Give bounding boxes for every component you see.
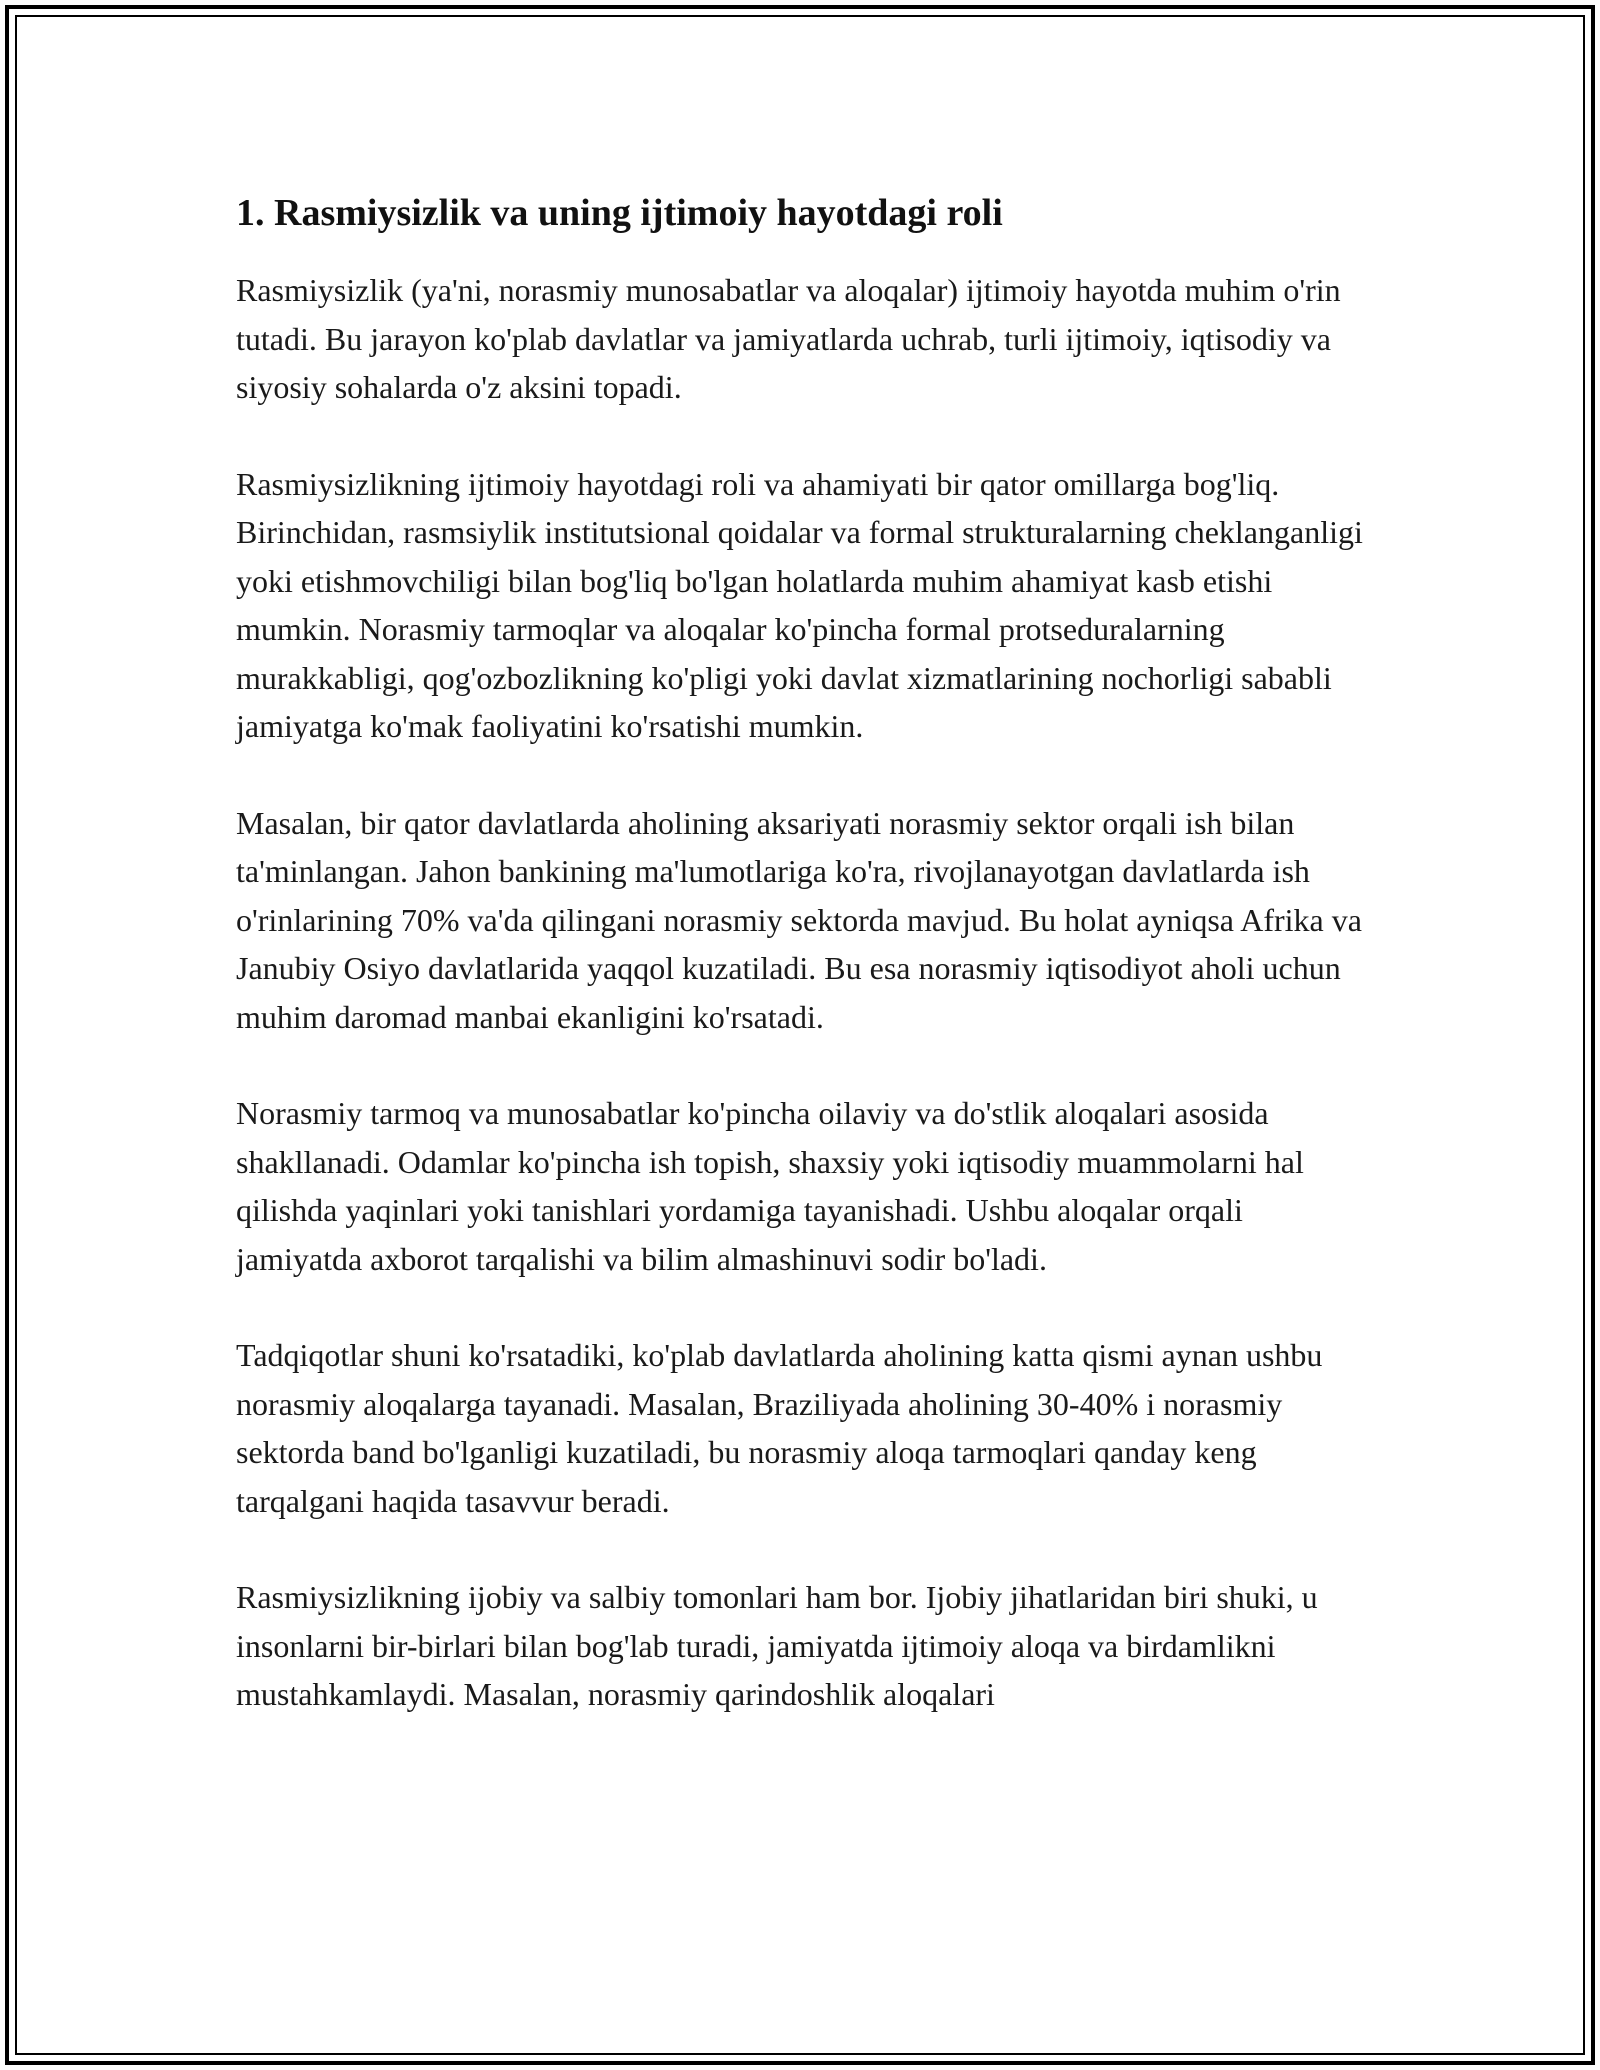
- paragraph-4: Norasmiy tarmoq va munosabatlar ko'pincha oilaviy va do'stlik aloqalari asosida shakllanadi. Odamlar ko'pincha ish topish, shaxsiy yoki iqtisodiy muammolarni hal qilishda yaqinlari yoki tanishlari yordamiga tayanishadi. Ushbu aloqalar orqali jamiyatda axborot tarqalishi va bilim almashinuvi sodir bo'ladi.: [236, 1095, 1304, 1277]
- section-heading: 1. Rasmiysizlik va uning ijtimoiy hayotdagi roli: [236, 192, 1003, 234]
- paragraph-3: Masalan, bir qator davlatlarda aholining aksariyati norasmiy sektor orqali ish bilan ta'minlangan. Jahon bankining ma'lumotlariga ko'ra, rivojlanayotgan davlatlarda ish o'rinlarining 70% va'da qilingani norasmiy sektorda mavjud. Bu holat ayniqsa Afrika va Janubiy Osiyo davlatlarida yaqqol kuzatiladi. Bu esa norasmiy iqtisodiyot aholi uchun muhim daromad manbai ekanligini ko'rsatadi.: [236, 804, 1362, 1035]
- document-body: [236, 186, 1376, 1767]
- paragraph-1: Rasmiysizlik (ya'ni, norasmiy munosabatlar va aloqalar) ijtimoiy hayotda muhim o'rin tutadi. Bu jarayon ko'plab davlatlar va jamiyatlarda uchrab, turli ijtimoiy, iqtisodiy va siyosiy sohalarda o'z aksini topadi.: [236, 272, 1341, 405]
- paragraph-2: Rasmiysizlikning ijtimoiy hayotdagi roli va ahamiyati bir qator omillarga bog'liq. Birinchidan, rasmsiylik institutsional qoidalar va formal strukturalarning cheklanganligi yoki etishmovchiligi bilan bog'liq bo'lgan holatlarda muhim ahamiyat kasb etishi mumkin. Norasmiy tarmoqlar va aloqalar ko'pincha formal protseduralarning murakkabligi, qog'ozbozlikning ko'pligi yoki davlat xizmatlarining nochorligi sababli jamiyatga ko'mak faoliyatini ko'rsatishi mumkin.: [236, 465, 1363, 744]
- paragraph-5: Tadqiqotlar shuni ko'rsatadiki, ko'plab davlatlarda aholining katta qismi aynan ushbu norasmiy aloqalarga tayanadi. Masalan, Braziliyada aholining 30-40% i norasmiy sektorda band bo'lganligi kuzatiladi, bu norasmiy aloqa tarmoqlari qanday keng tarqalgani haqida tasavvur beradi.: [236, 1337, 1323, 1519]
- paragraph-6: Rasmiysizlikning ijobiy va salbiy tomonlari ham bor. Ijobiy jihatlaridan biri shuki, u insonlarni bir-birlari bilan bog'lab turadi, jamiyatda ijtimoiy aloqa va birdamlikni mustahkamlaydi. Masalan, norasmiy qarindoshlik aloqalari: [236, 1579, 1318, 1712]
